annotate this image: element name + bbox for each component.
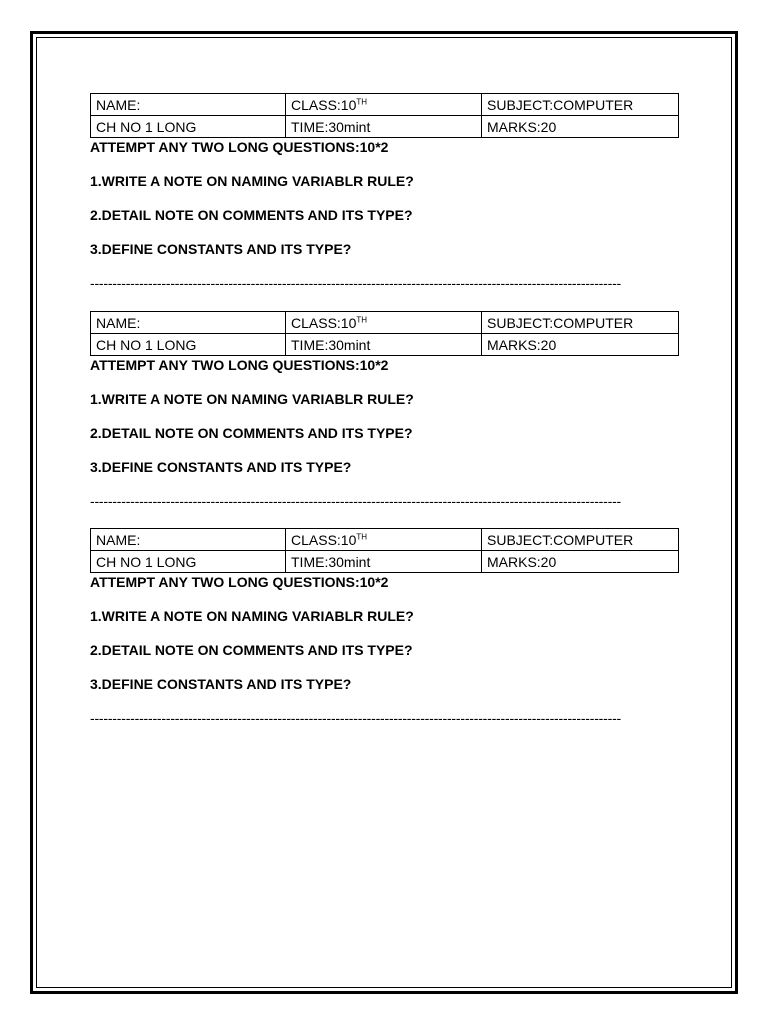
name-cell: NAME: (91, 312, 286, 334)
subject-cell: SUBJECT:COMPUTER (482, 312, 679, 334)
header-row-2 (91, 334, 679, 356)
subject-cell: SUBJECT:COMPUTER (482, 94, 679, 116)
header-table (90, 528, 679, 573)
class-superscript: TH (356, 531, 368, 541)
question-2: 2.DETAIL NOTE ON COMMENTS AND ITS TYPE? (90, 207, 413, 223)
time-cell: TIME:30mint (286, 334, 482, 356)
class-superscript: TH (356, 314, 368, 324)
quiz-block-1 (90, 93, 678, 292)
question-1: 1.WRITE A NOTE ON NAMING VARIABLR RULE? (90, 391, 414, 407)
header-row-2 (91, 551, 679, 573)
cut-line-divider: ----------------------------------------------------------------------------------------------------------------------- (90, 275, 621, 291)
instruction-text: ATTEMPT ANY TWO LONG QUESTIONS:10*2 (90, 574, 389, 590)
chapter-cell: CH NO 1 LONG (91, 551, 286, 573)
question-2: 2.DETAIL NOTE ON COMMENTS AND ITS TYPE? (90, 642, 413, 658)
subject-cell: SUBJECT:COMPUTER (482, 529, 679, 551)
question-1: 1.WRITE A NOTE ON NAMING VARIABLR RULE? (90, 608, 414, 624)
class-text: CLASS:10 (291, 531, 357, 548)
instruction-text: ATTEMPT ANY TWO LONG QUESTIONS:10*2 (90, 357, 389, 373)
header-row-1 (91, 94, 679, 116)
question-3: 3.DEFINE CONSTANTS AND ITS TYPE? (90, 676, 352, 692)
class-text: CLASS:10 (291, 314, 357, 331)
cut-line-divider: ----------------------------------------------------------------------------------------------------------------------- (90, 493, 621, 509)
class-superscript: TH (356, 96, 368, 106)
class-cell (286, 94, 482, 116)
marks-cell: MARKS:20 (482, 334, 679, 356)
class-cell (286, 312, 482, 334)
question-3: 3.DEFINE CONSTANTS AND ITS TYPE? (90, 241, 352, 257)
marks-cell: MARKS:20 (482, 116, 679, 138)
chapter-cell: CH NO 1 LONG (91, 116, 286, 138)
question-1: 1.WRITE A NOTE ON NAMING VARIABLR RULE? (90, 173, 414, 189)
quiz-block-3 (90, 528, 678, 727)
header-row-1 (91, 529, 679, 551)
header-row-2 (91, 116, 679, 138)
marks-cell: MARKS:20 (482, 551, 679, 573)
chapter-cell: CH NO 1 LONG (91, 334, 286, 356)
header-table (90, 311, 679, 356)
question-3: 3.DEFINE CONSTANTS AND ITS TYPE? (90, 459, 352, 475)
class-text: CLASS:10 (291, 96, 357, 113)
quiz-block-2 (90, 311, 678, 510)
time-cell: TIME:30mint (286, 551, 482, 573)
name-cell: NAME: (91, 94, 286, 116)
cut-line-divider: ----------------------------------------------------------------------------------------------------------------------- (90, 710, 621, 726)
question-2: 2.DETAIL NOTE ON COMMENTS AND ITS TYPE? (90, 425, 413, 441)
header-table (90, 93, 679, 138)
class-cell (286, 529, 482, 551)
instruction-text: ATTEMPT ANY TWO LONG QUESTIONS:10*2 (90, 139, 389, 155)
time-cell: TIME:30mint (286, 116, 482, 138)
name-cell: NAME: (91, 529, 286, 551)
header-row-1 (91, 312, 679, 334)
